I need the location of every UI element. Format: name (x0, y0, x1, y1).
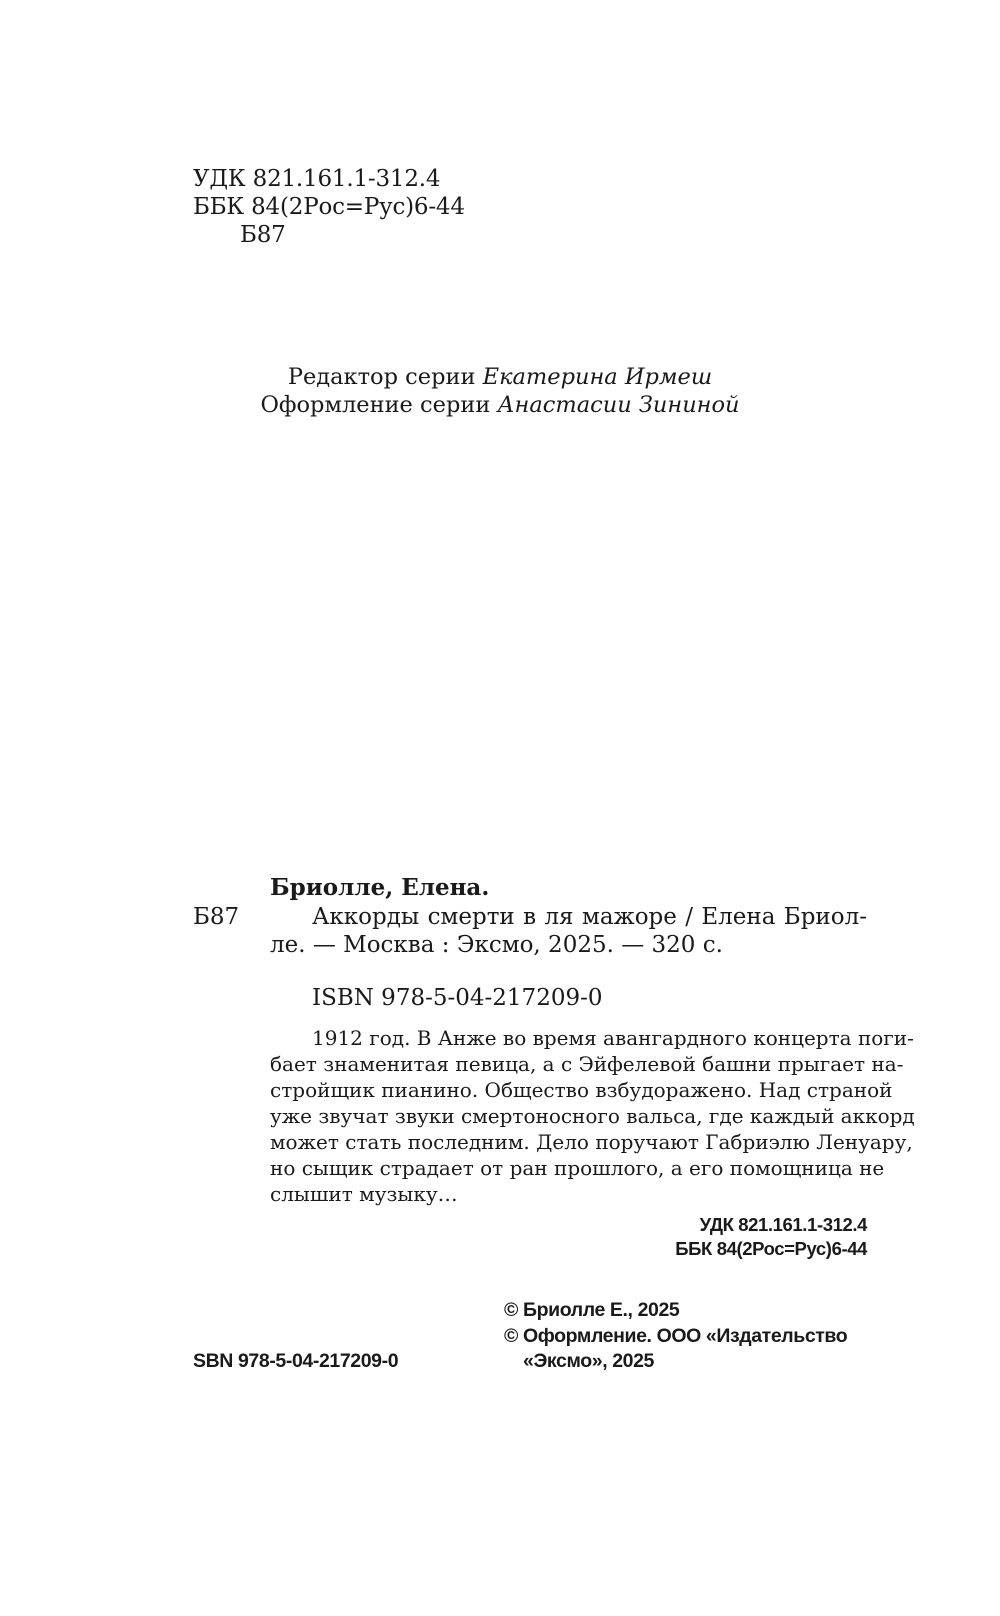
annotation-line: но сыщик страдает от ран прошлого, а его помощница не (270, 1156, 885, 1180)
footer-udk: УДК 821.161.1-312.4 (699, 1214, 867, 1235)
footer-bbk: ББК 84(2Рос=Рус)6-44 (675, 1238, 867, 1259)
header-author-mark: Б87 (240, 222, 286, 248)
copyright-design: © Оформление. ООО «Издательство (504, 1325, 848, 1347)
annotation-line: уже звучат звуки смертоносного вальса, где каждый аккорд (270, 1104, 915, 1128)
header-udk: УДК 821.161.1-312.4 (193, 166, 441, 192)
author-heading: Бриолле, Елена. (270, 874, 490, 901)
series-design-label: Оформление серии (260, 392, 498, 418)
title-line-2: ле. — Москва : Эксмо, 2025. — 320 с. (270, 932, 723, 958)
copyright-author: © Бриолле Е., 2025 (504, 1299, 680, 1321)
series-design-name: Анастасии Зининой (497, 392, 740, 418)
annotation-line: может стать последним. Дело поручают Габриэлю Ленуару, (270, 1130, 913, 1154)
series-editor-label: Редактор серии (287, 364, 483, 390)
series-editor-name: Екатерина Ирмеш (482, 364, 713, 390)
series-design-credit (0, 391, 1000, 419)
series-editor-credit (0, 363, 1000, 391)
title-line-1: Аккорды смерти в ля мажоре / Елена Бриол- (312, 904, 867, 930)
header-bbk: ББК 84(2Рос=Рус)6-44 (193, 194, 465, 220)
annotation-line: стройщик пианино. Общество взбудоражено. Над страной (270, 1078, 893, 1102)
entry-isbn: ISBN 978-5-04-217209-0 (312, 985, 603, 1011)
entry-author-mark: Б87 (193, 904, 240, 930)
annotation-line: слышит музыку… (270, 1182, 458, 1206)
copyright-publisher: «Эксмо», 2025 (523, 1350, 655, 1372)
annotation-line: 1912 год. В Анже во время авангардного концерта поги- (312, 1026, 914, 1050)
bottom-isbn: SBN 978-5-04-217209-0 (193, 1350, 399, 1372)
annotation-line: бает знаменитая певица, а с Эйфелевой башни прыгает на- (270, 1052, 904, 1076)
